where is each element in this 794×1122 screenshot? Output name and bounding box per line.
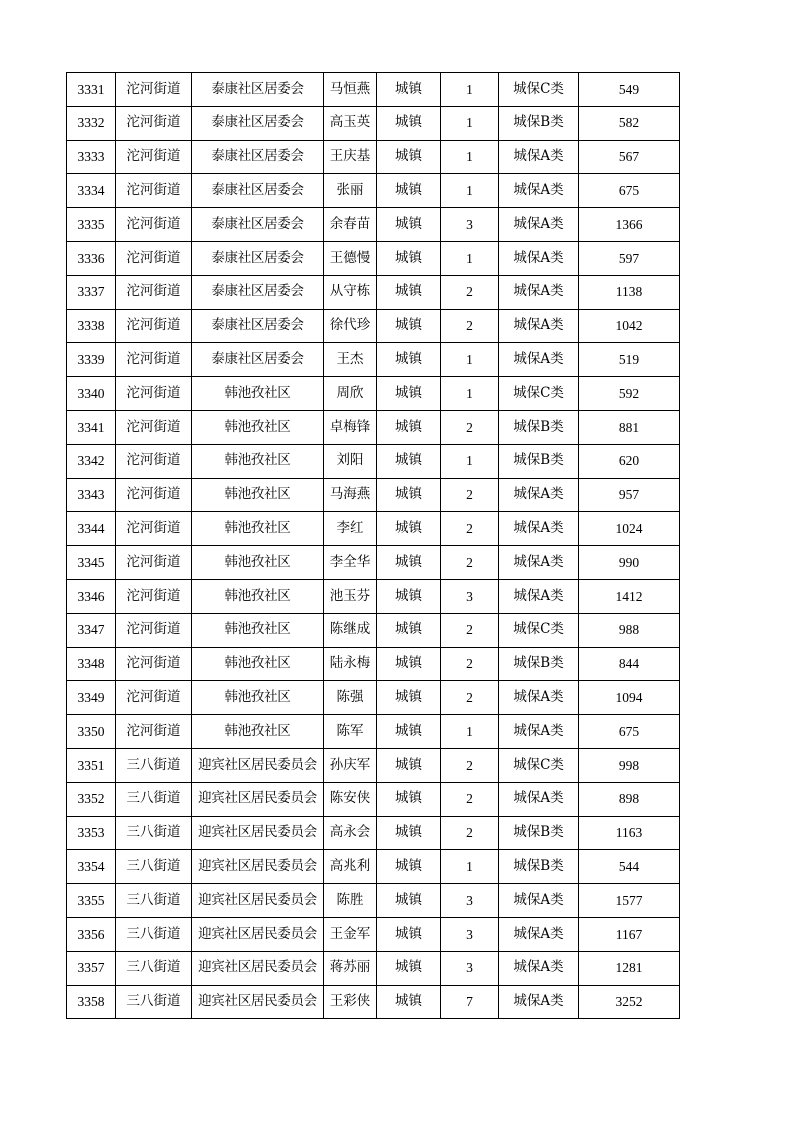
- cell-name: 陈胜: [324, 884, 377, 918]
- cell-community: 迎宾社区居民委员会: [192, 748, 324, 782]
- cell-amount: 988: [579, 613, 680, 647]
- cell-amount: 1094: [579, 681, 680, 715]
- cell-name: 王彩侠: [324, 985, 377, 1019]
- cell-street: 沱河街道: [116, 174, 192, 208]
- cell-area-type: 城镇: [377, 715, 441, 749]
- table-row: [67, 647, 680, 681]
- table-row: [67, 546, 680, 580]
- cell-name: 卓梅锋: [324, 410, 377, 444]
- table-row: [67, 140, 680, 174]
- cell-row-id: 3345: [67, 546, 116, 580]
- cell-street: 三八街道: [116, 917, 192, 951]
- cell-community: 泰康社区居委会: [192, 106, 324, 140]
- cell-insurance-category: 城保A类: [499, 884, 579, 918]
- cell-name: 陆永梅: [324, 647, 377, 681]
- cell-row-id: 3346: [67, 579, 116, 613]
- cell-amount: 898: [579, 782, 680, 816]
- cell-street: 沱河街道: [116, 106, 192, 140]
- cell-row-id: 3335: [67, 208, 116, 242]
- cell-amount: 1042: [579, 309, 680, 343]
- cell-row-id: 3331: [67, 73, 116, 107]
- cell-area-type: 城镇: [377, 106, 441, 140]
- table-row: [67, 985, 680, 1019]
- cell-amount: 881: [579, 410, 680, 444]
- cell-household-count: 2: [441, 275, 499, 309]
- cell-household-count: 3: [441, 884, 499, 918]
- cell-area-type: 城镇: [377, 410, 441, 444]
- cell-name: 刘阳: [324, 444, 377, 478]
- cell-name: 马恒燕: [324, 73, 377, 107]
- cell-community: 韩池孜社区: [192, 546, 324, 580]
- table-row: [67, 917, 680, 951]
- table-row: [67, 884, 680, 918]
- cell-amount: 675: [579, 174, 680, 208]
- cell-community: 韩池孜社区: [192, 444, 324, 478]
- cell-name: 池玉芬: [324, 579, 377, 613]
- cell-area-type: 城镇: [377, 73, 441, 107]
- table-row: [67, 951, 680, 985]
- cell-household-count: 2: [441, 546, 499, 580]
- table-row: [67, 309, 680, 343]
- cell-insurance-category: 城保C类: [499, 613, 579, 647]
- table-row: [67, 850, 680, 884]
- cell-household-count: 7: [441, 985, 499, 1019]
- cell-community: 泰康社区居委会: [192, 140, 324, 174]
- cell-row-id: 3354: [67, 850, 116, 884]
- cell-community: 韩池孜社区: [192, 681, 324, 715]
- cell-insurance-category: 城保A类: [499, 140, 579, 174]
- table-row: [67, 613, 680, 647]
- cell-name: 王德慢: [324, 241, 377, 275]
- cell-street: 沱河街道: [116, 444, 192, 478]
- cell-name: 陈安侠: [324, 782, 377, 816]
- cell-amount: 1167: [579, 917, 680, 951]
- table-row: [67, 275, 680, 309]
- cell-community: 韩池孜社区: [192, 715, 324, 749]
- cell-street: 沱河街道: [116, 613, 192, 647]
- cell-community: 泰康社区居委会: [192, 275, 324, 309]
- cell-insurance-category: 城保A类: [499, 917, 579, 951]
- cell-street: 沱河街道: [116, 579, 192, 613]
- cell-household-count: 2: [441, 478, 499, 512]
- cell-street: 沱河街道: [116, 647, 192, 681]
- cell-household-count: 2: [441, 681, 499, 715]
- cell-street: 沱河街道: [116, 478, 192, 512]
- cell-amount: 1138: [579, 275, 680, 309]
- cell-street: 沱河街道: [116, 309, 192, 343]
- cell-household-count: 2: [441, 782, 499, 816]
- cell-household-count: 1: [441, 174, 499, 208]
- cell-community: 泰康社区居委会: [192, 309, 324, 343]
- cell-area-type: 城镇: [377, 816, 441, 850]
- cell-amount: 990: [579, 546, 680, 580]
- cell-area-type: 城镇: [377, 985, 441, 1019]
- cell-name: 李红: [324, 512, 377, 546]
- cell-area-type: 城镇: [377, 444, 441, 478]
- cell-insurance-category: 城保B类: [499, 410, 579, 444]
- cell-community: 泰康社区居委会: [192, 343, 324, 377]
- cell-row-id: 3340: [67, 377, 116, 411]
- cell-row-id: 3338: [67, 309, 116, 343]
- cell-household-count: 3: [441, 208, 499, 242]
- cell-name: 余春苗: [324, 208, 377, 242]
- table-row: [67, 410, 680, 444]
- cell-street: 三八街道: [116, 782, 192, 816]
- cell-household-count: 1: [441, 343, 499, 377]
- cell-household-count: 1: [441, 715, 499, 749]
- cell-area-type: 城镇: [377, 850, 441, 884]
- cell-name: 蒋苏丽: [324, 951, 377, 985]
- table-row: [67, 241, 680, 275]
- cell-name: 张丽: [324, 174, 377, 208]
- cell-area-type: 城镇: [377, 140, 441, 174]
- cell-area-type: 城镇: [377, 343, 441, 377]
- data-table: [66, 72, 680, 1019]
- cell-community: 韩池孜社区: [192, 647, 324, 681]
- cell-insurance-category: 城保B类: [499, 106, 579, 140]
- cell-area-type: 城镇: [377, 917, 441, 951]
- cell-amount: 592: [579, 377, 680, 411]
- cell-street: 三八街道: [116, 748, 192, 782]
- cell-amount: 1577: [579, 884, 680, 918]
- cell-name: 王庆基: [324, 140, 377, 174]
- cell-insurance-category: 城保A类: [499, 715, 579, 749]
- cell-community: 韩池孜社区: [192, 579, 324, 613]
- cell-household-count: 1: [441, 850, 499, 884]
- cell-area-type: 城镇: [377, 951, 441, 985]
- cell-row-id: 3353: [67, 816, 116, 850]
- cell-insurance-category: 城保A类: [499, 343, 579, 377]
- cell-community: 泰康社区居委会: [192, 241, 324, 275]
- cell-community: 泰康社区居委会: [192, 208, 324, 242]
- cell-row-id: 3348: [67, 647, 116, 681]
- cell-street: 沱河街道: [116, 512, 192, 546]
- cell-street: 沱河街道: [116, 241, 192, 275]
- cell-row-id: 3333: [67, 140, 116, 174]
- cell-amount: 519: [579, 343, 680, 377]
- cell-amount: 567: [579, 140, 680, 174]
- cell-household-count: 1: [441, 140, 499, 174]
- cell-amount: 957: [579, 478, 680, 512]
- cell-street: 沱河街道: [116, 208, 192, 242]
- cell-area-type: 城镇: [377, 377, 441, 411]
- cell-area-type: 城镇: [377, 748, 441, 782]
- cell-community: 韩池孜社区: [192, 613, 324, 647]
- table-row: [67, 208, 680, 242]
- cell-area-type: 城镇: [377, 309, 441, 343]
- cell-row-id: 3358: [67, 985, 116, 1019]
- cell-street: 三八街道: [116, 850, 192, 884]
- cell-insurance-category: 城保A类: [499, 478, 579, 512]
- cell-area-type: 城镇: [377, 579, 441, 613]
- table-row: [67, 681, 680, 715]
- cell-name: 李全华: [324, 546, 377, 580]
- cell-area-type: 城镇: [377, 884, 441, 918]
- cell-community: 迎宾社区居民委员会: [192, 917, 324, 951]
- cell-community: 泰康社区居委会: [192, 174, 324, 208]
- table-row: [67, 73, 680, 107]
- cell-street: 三八街道: [116, 816, 192, 850]
- cell-household-count: 1: [441, 73, 499, 107]
- cell-amount: 844: [579, 647, 680, 681]
- cell-name: 高兆利: [324, 850, 377, 884]
- cell-amount: 1024: [579, 512, 680, 546]
- cell-household-count: 1: [441, 444, 499, 478]
- table-row: [67, 444, 680, 478]
- cell-row-id: 3336: [67, 241, 116, 275]
- cell-row-id: 3332: [67, 106, 116, 140]
- cell-insurance-category: 城保C类: [499, 73, 579, 107]
- cell-insurance-category: 城保A类: [499, 309, 579, 343]
- table-row: [67, 748, 680, 782]
- cell-insurance-category: 城保A类: [499, 951, 579, 985]
- cell-row-id: 3334: [67, 174, 116, 208]
- cell-area-type: 城镇: [377, 478, 441, 512]
- cell-insurance-category: 城保B类: [499, 816, 579, 850]
- cell-row-id: 3349: [67, 681, 116, 715]
- cell-insurance-category: 城保A类: [499, 681, 579, 715]
- cell-amount: 1366: [579, 208, 680, 242]
- cell-area-type: 城镇: [377, 275, 441, 309]
- cell-name: 王金军: [324, 917, 377, 951]
- cell-community: 韩池孜社区: [192, 512, 324, 546]
- cell-community: 泰康社区居委会: [192, 73, 324, 107]
- cell-area-type: 城镇: [377, 681, 441, 715]
- cell-community: 迎宾社区居民委员会: [192, 850, 324, 884]
- cell-street: 沱河街道: [116, 715, 192, 749]
- cell-street: 三八街道: [116, 985, 192, 1019]
- cell-name: 马海燕: [324, 478, 377, 512]
- cell-household-count: 3: [441, 951, 499, 985]
- cell-street: 沱河街道: [116, 275, 192, 309]
- cell-amount: 998: [579, 748, 680, 782]
- cell-amount: 620: [579, 444, 680, 478]
- cell-row-id: 3337: [67, 275, 116, 309]
- cell-street: 三八街道: [116, 951, 192, 985]
- cell-street: 沱河街道: [116, 546, 192, 580]
- cell-row-id: 3343: [67, 478, 116, 512]
- cell-row-id: 3347: [67, 613, 116, 647]
- cell-name: 从守栋: [324, 275, 377, 309]
- cell-name: 高永会: [324, 816, 377, 850]
- cell-row-id: 3351: [67, 748, 116, 782]
- cell-household-count: 2: [441, 613, 499, 647]
- cell-area-type: 城镇: [377, 208, 441, 242]
- cell-household-count: 2: [441, 816, 499, 850]
- cell-insurance-category: 城保B类: [499, 647, 579, 681]
- cell-area-type: 城镇: [377, 546, 441, 580]
- cell-household-count: 2: [441, 410, 499, 444]
- cell-insurance-category: 城保A类: [499, 241, 579, 275]
- cell-row-id: 3350: [67, 715, 116, 749]
- cell-insurance-category: 城保C类: [499, 748, 579, 782]
- cell-row-id: 3341: [67, 410, 116, 444]
- cell-amount: 1412: [579, 579, 680, 613]
- cell-insurance-category: 城保A类: [499, 985, 579, 1019]
- cell-row-id: 3357: [67, 951, 116, 985]
- cell-community: 韩池孜社区: [192, 478, 324, 512]
- cell-household-count: 1: [441, 377, 499, 411]
- cell-street: 沱河街道: [116, 343, 192, 377]
- cell-row-id: 3356: [67, 917, 116, 951]
- table-row: [67, 512, 680, 546]
- cell-name: 孙庆军: [324, 748, 377, 782]
- cell-amount: 582: [579, 106, 680, 140]
- cell-name: 高玉英: [324, 106, 377, 140]
- table-row: [67, 715, 680, 749]
- table-row: [67, 579, 680, 613]
- cell-row-id: 3355: [67, 884, 116, 918]
- cell-insurance-category: 城保B类: [499, 444, 579, 478]
- cell-insurance-category: 城保A类: [499, 174, 579, 208]
- cell-insurance-category: 城保A类: [499, 546, 579, 580]
- cell-area-type: 城镇: [377, 512, 441, 546]
- cell-area-type: 城镇: [377, 174, 441, 208]
- cell-community: 迎宾社区居民委员会: [192, 816, 324, 850]
- cell-household-count: 2: [441, 647, 499, 681]
- cell-street: 沱河街道: [116, 73, 192, 107]
- cell-insurance-category: 城保A类: [499, 512, 579, 546]
- table-row: [67, 377, 680, 411]
- cell-row-id: 3339: [67, 343, 116, 377]
- cell-amount: 544: [579, 850, 680, 884]
- cell-amount: 1163: [579, 816, 680, 850]
- cell-name: 陈强: [324, 681, 377, 715]
- cell-street: 沱河街道: [116, 377, 192, 411]
- cell-household-count: 2: [441, 748, 499, 782]
- cell-insurance-category: 城保A类: [499, 782, 579, 816]
- cell-insurance-category: 城保A类: [499, 208, 579, 242]
- table-row: [67, 478, 680, 512]
- cell-amount: 675: [579, 715, 680, 749]
- table-body: [67, 73, 680, 1019]
- cell-amount: 597: [579, 241, 680, 275]
- cell-area-type: 城镇: [377, 647, 441, 681]
- cell-household-count: 2: [441, 512, 499, 546]
- cell-row-id: 3342: [67, 444, 116, 478]
- cell-area-type: 城镇: [377, 613, 441, 647]
- cell-household-count: 1: [441, 241, 499, 275]
- cell-community: 迎宾社区居民委员会: [192, 985, 324, 1019]
- table-row: [67, 106, 680, 140]
- cell-area-type: 城镇: [377, 241, 441, 275]
- cell-row-id: 3352: [67, 782, 116, 816]
- table-row: [67, 343, 680, 377]
- cell-community: 韩池孜社区: [192, 410, 324, 444]
- cell-household-count: 3: [441, 917, 499, 951]
- cell-name: 周欣: [324, 377, 377, 411]
- cell-name: 徐代珍: [324, 309, 377, 343]
- cell-community: 韩池孜社区: [192, 377, 324, 411]
- cell-household-count: 1: [441, 106, 499, 140]
- cell-amount: 549: [579, 73, 680, 107]
- cell-name: 陈继成: [324, 613, 377, 647]
- cell-name: 陈军: [324, 715, 377, 749]
- cell-insurance-category: 城保A类: [499, 579, 579, 613]
- cell-insurance-category: 城保B类: [499, 850, 579, 884]
- table-row: [67, 174, 680, 208]
- cell-amount: 1281: [579, 951, 680, 985]
- cell-community: 迎宾社区居民委员会: [192, 884, 324, 918]
- cell-street: 沱河街道: [116, 410, 192, 444]
- cell-street: 三八街道: [116, 884, 192, 918]
- cell-household-count: 2: [441, 309, 499, 343]
- cell-community: 迎宾社区居民委员会: [192, 951, 324, 985]
- cell-street: 沱河街道: [116, 140, 192, 174]
- cell-household-count: 3: [441, 579, 499, 613]
- cell-community: 迎宾社区居民委员会: [192, 782, 324, 816]
- cell-amount: 3252: [579, 985, 680, 1019]
- cell-row-id: 3344: [67, 512, 116, 546]
- table-row: [67, 816, 680, 850]
- cell-area-type: 城镇: [377, 782, 441, 816]
- cell-street: 沱河街道: [116, 681, 192, 715]
- table-row: [67, 782, 680, 816]
- cell-insurance-category: 城保A类: [499, 275, 579, 309]
- cell-insurance-category: 城保C类: [499, 377, 579, 411]
- cell-name: 王杰: [324, 343, 377, 377]
